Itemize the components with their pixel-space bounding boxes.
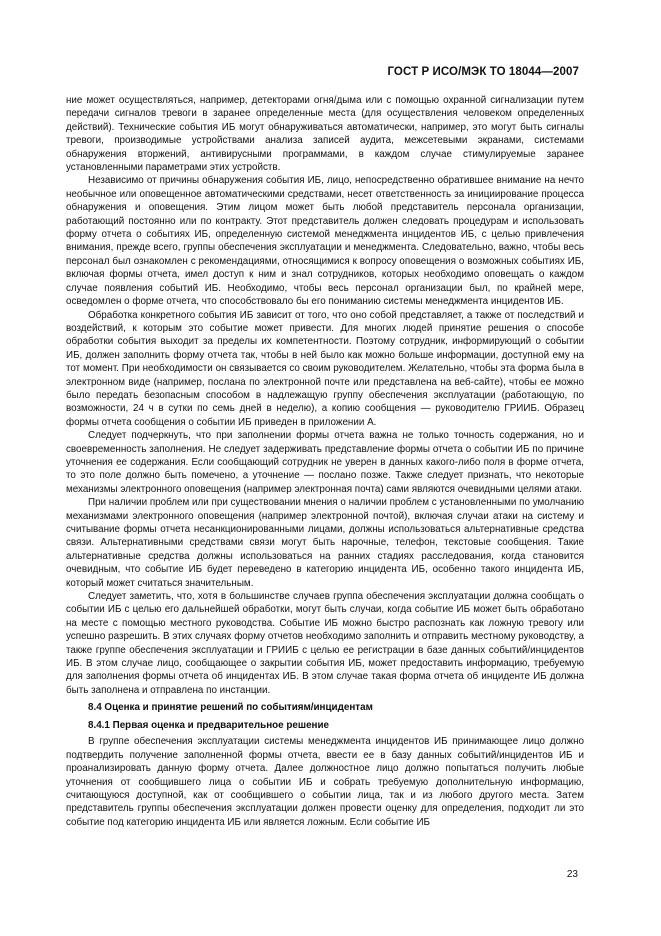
paragraph: Обработка конкретного события ИБ зависит от того, что оно собой представляет, а также от последствий и воздействий, к которым это событие может привести. Для многих людей принятие решения о способе обработки события выходит за пределы их компетентности. Поэтому сотрудник, информирующий о событии ИБ, должен заполнить форму отчета так, чтобы в ней было как можно больше информации, доступной ему на тот момент. При необходимости он связывается со своим руководителем. Желательно, чтобы эта форма была в электронном виде (например, послана по электронной почте или представлена на веб-сайте), чтобы ее можно было передать безопасным способом в надлежащую группу обеспечения эксплуатации (работающую, по возможности, 24 ч в сутки по семь дней в неделю), а копию сообщения — руководителю ГРИИБ. Образец формы отчета сообщения о событии ИБ приведен в приложении А. xyxy=(66,309,584,428)
paragraph-continuation: ние может осуществляться, например, детекторами огня/дыма или с помощью охранной сигнализации путем передачи сигналов тревоги в заранее определенные места (для осуществления человеком определенных действий). Технические события ИБ могут обнаруживаться автоматически, например, это могут быть сигналы тревоги, производимые устройствами анализа записей аудита, межсетевыми экранами, системами обнаружения вторжений, антивирусными программами, в каждом случае стимулируемые заранее установленными параметрами этих устройств. xyxy=(66,95,584,174)
paragraph: Следует заметить, что, хотя в большинстве случаев группа обеспечения эксплуатации должна сообщать о событии ИБ с целью его дальнейшей обработки, могут быть случаи, когда событие ИБ может быть обработано на месте с помощью местного руководства. Событие ИБ можно быстро распознать как ложную тревогу или успешно разрешить. В этих случаях форму отчетов необходимо заполнить и отправить местному руководству, а также группе обеспечения эксплуатации и ГРИИБ с целью ее регистрации в базе данных событий/инцидентов ИБ. В этом случае лицо, сообщающее о закрытии события ИБ, может предоставить информацию, требуемую для заполнения формы отчета об инцидентах ИБ. В этом случае такая форма отчета об инциденте ИБ должна быть заполнена и отправлена по инстанции. xyxy=(66,591,584,696)
paragraph: В группе обеспечения эксплуатации системы менеджмента инцидентов ИБ принимающее лицо должно подтвердить получение заполненной формы отчета, ввести ее в базу данных событий/инцидентов ИБ и проанализировать данную форму отчета. Далее должностное лицо должно попытаться получить любые уточнения от сообщившего лица о событии ИБ и собрать требуемую дополнительную информацию, считающуюся доступной, как от сообщившего о событии лица, так и из любого другого места. Затем представитель группы обеспечения эксплуатации должен провести оценку для определения, подходит ли это событие под категорию инцидента ИБ или является ложным. Если событие ИБ xyxy=(66,736,584,828)
paragraph: Независимо от причины обнаружения события ИБ, лицо, непосредственно обратившее внимание на нечто необычное или оповещенное автоматическими средствами, несет ответственность за инициирование процесса обнаружения и оповещения. Этим лицом может быть любой представитель персонала организации, работающий постоянно или по контракту. Этот представитель должен следовать процедурам и использовать форму отчета о событиях ИБ, определенную системой менеджмента инцидентов ИБ, с целью привлечения внимания, прежде всего, группы обеспечения эксплуатации и менеджмента. Следовательно, важно, чтобы весь персонал был ознакомлен с рекомендациями, относящимися к вопросу оповещения о возможных событиях ИБ, включая формы отчета, имел доступ к ним и знал сотрудников, которых необходимо оповещать о каждом случае появления событий ИБ. Необходимо, чтобы весь персонал организации был, по крайней мере, осведомлен о форме отчета, что способствовало бы его пониманию системы менеджмента инцидентов ИБ. xyxy=(66,175,584,308)
document-body xyxy=(66,94,584,829)
paragraph: Следует подчеркнуть, что при заполнении формы отчета важна не только точность содержания, но и своевременность заполнения. Не следует задерживать представление формы отчета о событии ИБ по причине уточнения ее содержания. Если сообщающий сотрудник не уверен в данных какого-либо поля в форме отчета, то это поле должно быть помечено, а уточнение — послано позже. Также следует признать, что некоторые механизмы электронного оповещения (например электронная почта) сами являются очевидными целями атаки. xyxy=(66,430,584,495)
page-number: 23 xyxy=(566,869,578,880)
subsection-heading: 8.4.1 Первая оценка и предварительное решение xyxy=(88,720,330,732)
section-heading: 8.4 Оценка и принятие решений по событиям/инцидентам xyxy=(88,702,373,714)
paragraph: При наличии проблем или при существовании мнения о наличии проблем с установленными по умолчанию механизмами электронного оповещения (например электронной почтой), включая случаи атаки на систему и считывание формы отчета несанкционированными лицами, должны использоваться альтернативные средства связи. Альтернативными средствами связи могут быть нарочные, телефон, текстовые сообщения. Такие альтернативные средства должны использоваться на ранних стадиях расследования, когда становится очевидным, что событие ИБ будет переведено в категорию инцидента ИБ, особенно такого инцидента ИБ, который может считаться значительным. xyxy=(66,497,584,589)
document-header: ГОСТ Р ИСО/МЭК ТО 18044—2007 xyxy=(387,66,579,78)
